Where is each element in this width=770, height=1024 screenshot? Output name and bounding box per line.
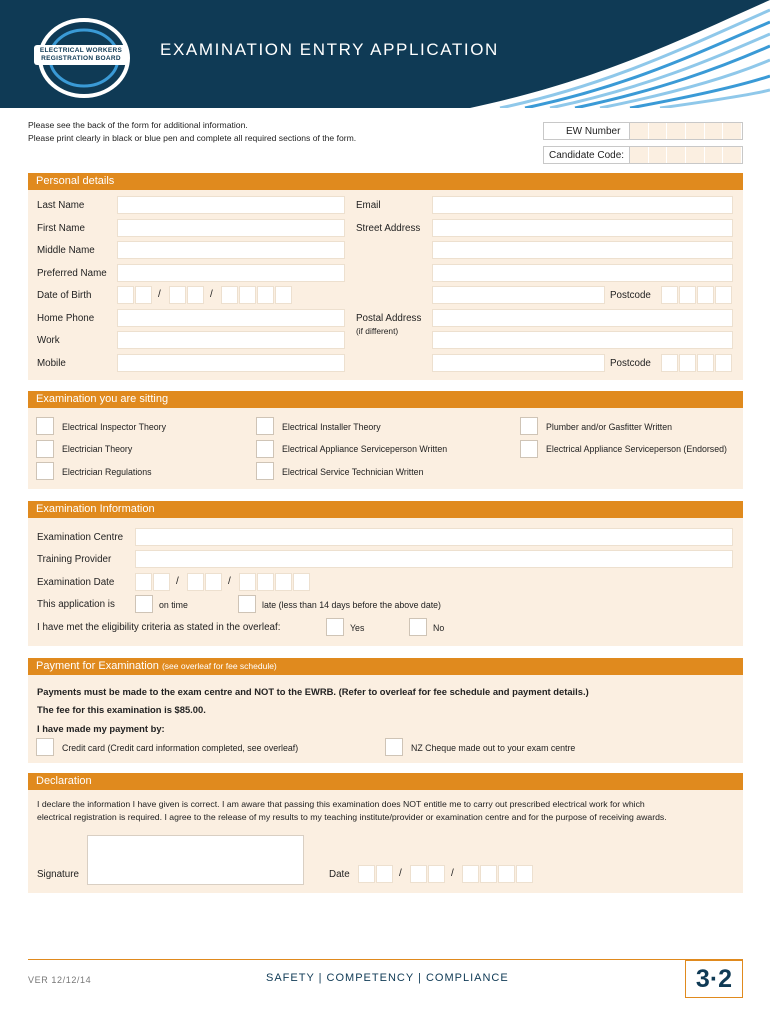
- email-label: Email: [356, 200, 381, 211]
- home-phone-label: Home Phone: [37, 313, 95, 324]
- payment-method-label: I have made my payment by:: [37, 723, 165, 734]
- middle-name-label: Middle Name: [37, 245, 95, 256]
- personal-details-section: Personal details Last Name First Name Middle Name Preferred Name Date of Birth / / Home Phone Work Mobile Email Street Address Postcode Postal Address (if different) Postcode: [28, 173, 743, 380]
- postcode-input[interactable]: [661, 286, 733, 304]
- dob-day-input[interactable]: [117, 286, 153, 304]
- eligibility-no-checkbox[interactable]: [409, 618, 427, 636]
- work-phone-input[interactable]: [117, 331, 345, 349]
- eligibility-yes-label: Yes: [350, 623, 365, 633]
- signature-box[interactable]: [87, 835, 304, 885]
- declaration-text: I declare the information I have given is correct. I am aware that passing this examination does NOT entitle me to carry out prescribed electrical work for which electrical registration is required. I agree to the release of my results to my teaching institute/provider or examination centre and for the purpose of receiving awards.: [37, 799, 667, 822]
- logo-text: ELECTRICAL WORKERS REGISTRATION BOARD: [34, 45, 128, 65]
- exam-option-label: Electrical Appliance Serviceperson Written: [282, 444, 448, 454]
- credit-card-label: Credit card (Credit card information completed, see overleaf): [62, 743, 299, 753]
- on-time-checkbox[interactable]: [135, 595, 153, 613]
- payment-fee: The fee for this examination is $85.00.: [37, 704, 206, 715]
- postal-address-line3[interactable]: [432, 354, 605, 372]
- exam-sitting-section: [28, 391, 743, 489]
- declaration-date-year[interactable]: [462, 865, 534, 883]
- cheque-checkbox[interactable]: [385, 738, 403, 756]
- street-address-line4[interactable]: [432, 286, 605, 304]
- declaration-date-label: Date: [329, 869, 350, 880]
- exam-option-label: Electrician Theory: [62, 444, 133, 454]
- home-phone-input[interactable]: [117, 309, 345, 327]
- postcode-label: Postcode: [610, 290, 651, 301]
- exam-checkbox[interactable]: [256, 417, 274, 435]
- email-input[interactable]: [432, 196, 733, 214]
- ew-number-field[interactable]: EW Number: [543, 122, 743, 140]
- version-text: VER 12/12/14: [28, 975, 92, 985]
- first-name-label: First Name: [37, 223, 85, 234]
- late-label: late (less than 14 days before the above date): [262, 600, 441, 610]
- training-provider-input[interactable]: [135, 550, 733, 568]
- exam-option-label: Electrician Regulations: [62, 467, 152, 477]
- last-name-label: Last Name: [37, 200, 85, 211]
- exam-checkbox[interactable]: [520, 440, 538, 458]
- street-address-line1[interactable]: [432, 219, 733, 237]
- section-heading: Examination you are sitting: [28, 391, 743, 408]
- training-provider-label: Training Provider: [37, 554, 112, 565]
- exam-checkbox[interactable]: [36, 440, 54, 458]
- form-number: 3·2: [685, 960, 743, 998]
- cheque-label: NZ Cheque made out to your exam centre: [411, 743, 576, 753]
- exam-option-label: Electrical Service Technician Written: [282, 467, 424, 477]
- application-is-label: This application is: [37, 599, 115, 610]
- section-heading: Payment for Examination (see overleaf for fee schedule): [28, 658, 743, 675]
- late-checkbox[interactable]: [238, 595, 256, 613]
- section-heading: Examination Information: [28, 501, 743, 518]
- exam-date-month[interactable]: [187, 573, 223, 591]
- street-address-line2[interactable]: [432, 241, 733, 259]
- last-name-input[interactable]: [117, 196, 345, 214]
- work-phone-label: Work: [37, 335, 60, 346]
- exam-date-day[interactable]: [135, 573, 171, 591]
- street-address-label: Street Address: [356, 223, 421, 234]
- candidate-code-field[interactable]: Candidate Code:: [543, 146, 743, 164]
- payment-section: [28, 658, 743, 763]
- header-banner: [0, 0, 770, 108]
- exam-centre-label: Examination Centre: [37, 532, 124, 543]
- dob-label: Date of Birth: [37, 290, 92, 301]
- exam-info-section: Examination Information Examination Centre Training Provider Examination Date / / This application is on time late (less than 14 days before the above date) I have met the eligibility criteria as stated in the overleaf: Yes No: [28, 501, 743, 646]
- exam-option-label: Electrical Installer Theory: [282, 422, 381, 432]
- dob-month-input[interactable]: [169, 286, 205, 304]
- exam-checkbox[interactable]: [36, 417, 54, 435]
- exam-checkbox[interactable]: [256, 462, 274, 480]
- preferred-name-label: Preferred Name: [37, 268, 107, 279]
- postal-address-label: Postal Address: [356, 313, 422, 324]
- page-title: EXAMINATION ENTRY APPLICATION: [160, 40, 499, 59]
- street-address-line3[interactable]: [432, 264, 733, 282]
- signature-label: Signature: [37, 869, 79, 880]
- intro-text: Please see the back of the form for additional information. Please print clearly in black or blue pen and complete all required sections of the form.: [28, 120, 357, 143]
- tagline: SAFETY | COMPETENCY | COMPLIANCE: [266, 972, 509, 984]
- eligibility-yes-checkbox[interactable]: [326, 618, 344, 636]
- postal-address-line1[interactable]: [432, 309, 733, 327]
- mobile-label: Mobile: [37, 358, 66, 369]
- exam-checkbox[interactable]: [36, 462, 54, 480]
- section-heading: Personal details: [28, 173, 743, 190]
- postcode2-input[interactable]: [661, 354, 733, 372]
- exam-option-label: Plumber and/or Gasfitter Written: [546, 422, 672, 432]
- eligibility-label: I have met the eligibility criteria as stated in the overleaf:: [37, 622, 281, 633]
- eligibility-no-label: No: [433, 623, 445, 633]
- postcode2-label: Postcode: [610, 358, 651, 369]
- exam-centre-input[interactable]: [135, 528, 733, 546]
- exam-option-label: Electrical Inspector Theory: [62, 422, 166, 432]
- footer: [28, 959, 743, 997]
- exam-checkbox[interactable]: [520, 417, 538, 435]
- middle-name-input[interactable]: [117, 241, 345, 259]
- first-name-input[interactable]: [117, 219, 345, 237]
- declaration-date-month[interactable]: [410, 865, 446, 883]
- postal-address-note: (if different): [356, 326, 399, 336]
- exam-date-year[interactable]: [239, 573, 311, 591]
- postal-address-line2[interactable]: [432, 331, 733, 349]
- declaration-date-day[interactable]: [358, 865, 394, 883]
- on-time-label: on time: [159, 600, 188, 610]
- declaration-section: Declaration I declare the information I have given is correct. I am aware that passing this examination does NOT entitle me to carry out prescribed electrical work for which electrical registration is required. I agree to the release of my results to my teaching institute/provider or examination centre and for the purpose of receiving awards. Signature Date / /: [28, 773, 743, 893]
- section-heading: Declaration: [28, 773, 743, 790]
- credit-card-checkbox[interactable]: [36, 738, 54, 756]
- exam-checkbox[interactable]: [256, 440, 274, 458]
- dob-year-input[interactable]: [221, 286, 293, 304]
- payment-instruction: Payments must be made to the exam centre and NOT to the EWRB. (Refer to overleaf for fee schedule and payment details.): [37, 686, 589, 697]
- preferred-name-input[interactable]: [117, 264, 345, 282]
- exam-option-label: Electrical Appliance Serviceperson (Endorsed): [546, 444, 727, 454]
- exam-date-label: Examination Date: [37, 577, 115, 588]
- mobile-input[interactable]: [117, 354, 345, 372]
